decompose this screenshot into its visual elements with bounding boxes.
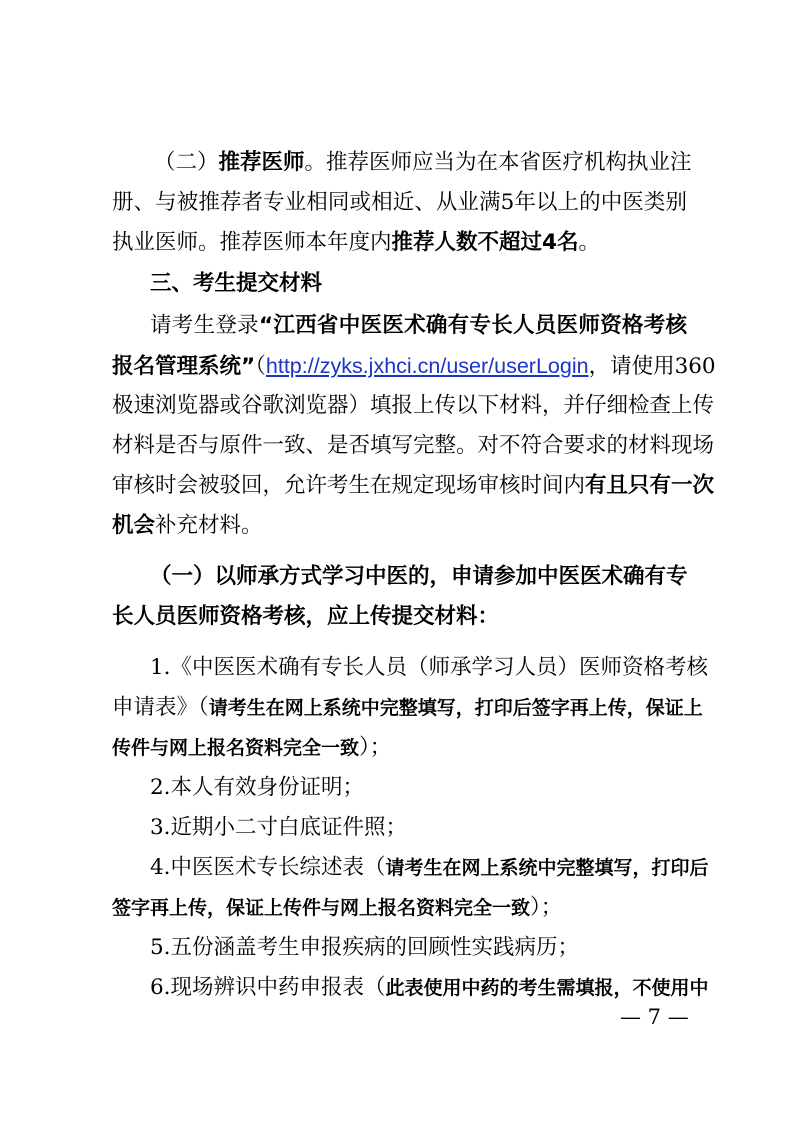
recommender-title: 推荐医师	[218, 150, 305, 175]
login-line-2: 报名管理系统”（http://zyks.jxhci.cn/user/userLogin，请使用360	[112, 354, 716, 379]
login-line-1: 请考生登录“江西省中医医术确有专长人员医师资格考核	[150, 313, 687, 338]
recommender-line-3: 执业医师。推荐医师本年度内推荐人数不超过4名。	[112, 230, 600, 255]
recommend-limit: 推荐人数不超过4名	[391, 230, 579, 255]
page-number: — 7 —	[620, 1005, 689, 1029]
apprentice-heading-line-2: 长人员医师资格考核，应上传提交材料：	[112, 604, 500, 629]
registration-url-link[interactable]: http://zyks.jxhci.cn/user/userLogin	[265, 354, 589, 378]
system-name: “江西省中医医术确有专长人员医师资格考核	[258, 313, 687, 338]
item-6-line-1: 6.现场辨识中药申报表（此表使用中药的考生需填报，不使用中	[150, 975, 709, 1000]
item-5: 5.五份涵盖考生申报疾病的回顾性实践病历；	[150, 935, 580, 960]
apprentice-heading-line-1: （一）以师承方式学习中医的，申请参加中医医术确有专	[150, 564, 688, 589]
section-heading-materials: 三、考生提交材料	[150, 271, 323, 296]
item-1-line-2: 申请表》（请考生在网上系统中完整填写，打印后签字再上传，保证上	[112, 695, 703, 720]
recommender-line-2: 册、与被推荐者专业相同或相近、从业满5年以上的中医类别	[112, 190, 687, 215]
login-line-3: 极速浏览器或谷歌浏览器）填报上传以下材料，并仔细检查上传	[112, 393, 715, 418]
recommender-line-1: （二）推荐医师。推荐医师应当为在本省医疗机构执业注	[154, 150, 692, 175]
login-line-6: 机会补充材料。	[112, 513, 263, 538]
only-once-text: 有且只有一次	[585, 473, 715, 498]
item-3: 3.近期小二寸白底证件照；	[150, 815, 408, 840]
item-4-line-1: 4.中医医术专长综述表（请考生在网上系统中完整填写，打印后	[150, 855, 709, 880]
item-4-line-2: 签字再上传，保证上传件与网上报名资料完全一致）；	[112, 895, 563, 920]
item-2: 2.本人有效身份证明；	[150, 775, 365, 800]
item-1-line-1: 1.《中医医术确有专长人员（师承学习人员）医师资格考核	[150, 655, 709, 680]
item-1-line-3: 传件与网上报名资料完全一致）；	[112, 735, 392, 760]
login-line-5: 审核时会被驳回，允许考生在规定现场审核时间内有且只有一次	[112, 473, 715, 498]
login-line-4: 材料是否与原件一致、是否填写完整。对不符合要求的材料现场	[112, 433, 715, 458]
